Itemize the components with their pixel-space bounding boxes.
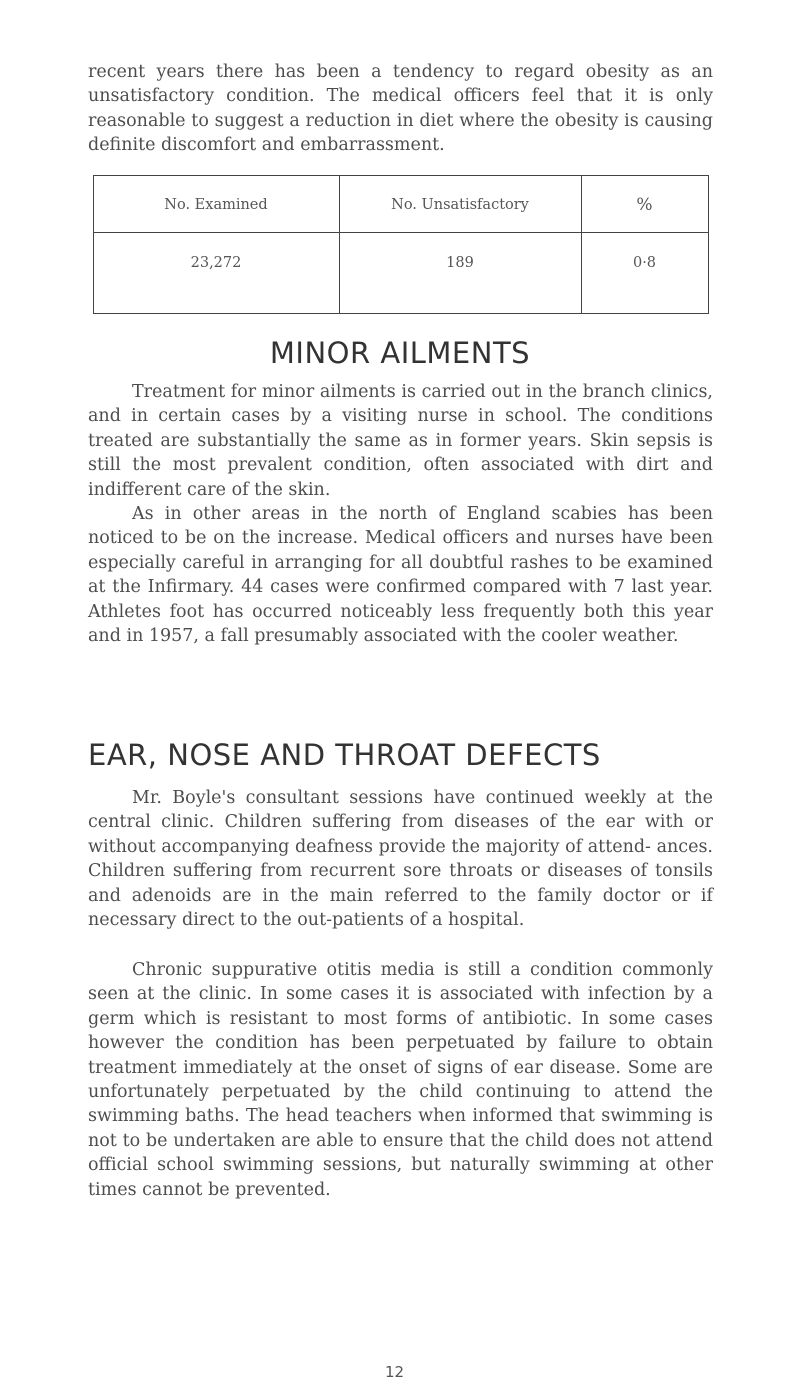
table-header-unsatisfactory: No. Unsatisfactory <box>391 197 529 213</box>
intro-paragraph: recent years there has been a tendency to regard obesity as an unsatisfactory condition. The medical officers feel that it is only reasonable to suggest a reduction in diet where the obesity is causing definite discomfort and embarrassment. <box>88 62 713 156</box>
minor-ailments-paragraph-2: As in other areas in the north of England scabies has been noticed to be on the increase. Medical officers and nurses have been especially careful in arranging for all doubtful rashes to be examined at the Infirmary. 44 cases were confirmed compared with 7 last year. Athletes foot has occurred noticeably less frequently both this year and in 1957, a fall presumably associated with the cooler weather. <box>88 504 713 647</box>
minor-ailments-paragraph-1: Treatment for minor ailments is carried out in the branch clinics, and in certain cases by a visiting nurse in school. The conditions treated are substantially the same as in former years. Skin sepsis is still the most prevalent condition, often associated with dirt and indifferent care of the skin. <box>88 382 713 500</box>
table-left-rule <box>93 175 94 314</box>
table-cell-unsatisfactory: 189 <box>446 255 474 271</box>
ent-paragraph-2: Chronic suppurative otitis media is still a condition commonly seen at the clinic. In some cases it is associated with infection by a germ which is resistant to most forms of antibiotic. In some cases however the condition has been perpetuated by failure to obtain treatment immediately at the onset of signs of ear disease. Some are unfortunately perpetuated by the child continuing to attend the swimming baths. The head teachers when informed that swimming is not to be undertaken are able to ensure that the child does not attend official school swimming sessions, but naturally swimming at other times cannot be prevented. <box>88 960 713 1200</box>
page-number: 12 <box>385 1363 405 1381</box>
table-bottom-rule <box>93 313 709 314</box>
ent-heading: EAR, NOSE AND THROAT DEFECTS <box>88 738 601 772</box>
table-col-rule-1 <box>339 175 340 314</box>
table-header-rule <box>93 232 709 233</box>
table-top-rule <box>93 175 709 176</box>
table-header-examined: No. Examined <box>164 197 268 213</box>
obesity-table <box>93 175 709 314</box>
ent-paragraph-1: Mr. Boyle's consultant sessions have continued weekly at the central clinic. Children suffering from diseases of the ear with or without accompanying deafness provide the majority of attend- ances. Children suffering from recurrent sore throats or diseases of tonsils and adenoids are in the main referred to the family doctor or if necessary direct to the out-patients of a hospital. <box>88 788 713 931</box>
minor-ailments-heading: MINOR AILMENTS <box>269 336 531 370</box>
table-cell-percent: 0·8 <box>632 255 657 271</box>
table-header-percent: % <box>636 195 653 215</box>
table-cell-examined: 23,272 <box>190 255 242 271</box>
table-right-rule <box>708 175 709 314</box>
